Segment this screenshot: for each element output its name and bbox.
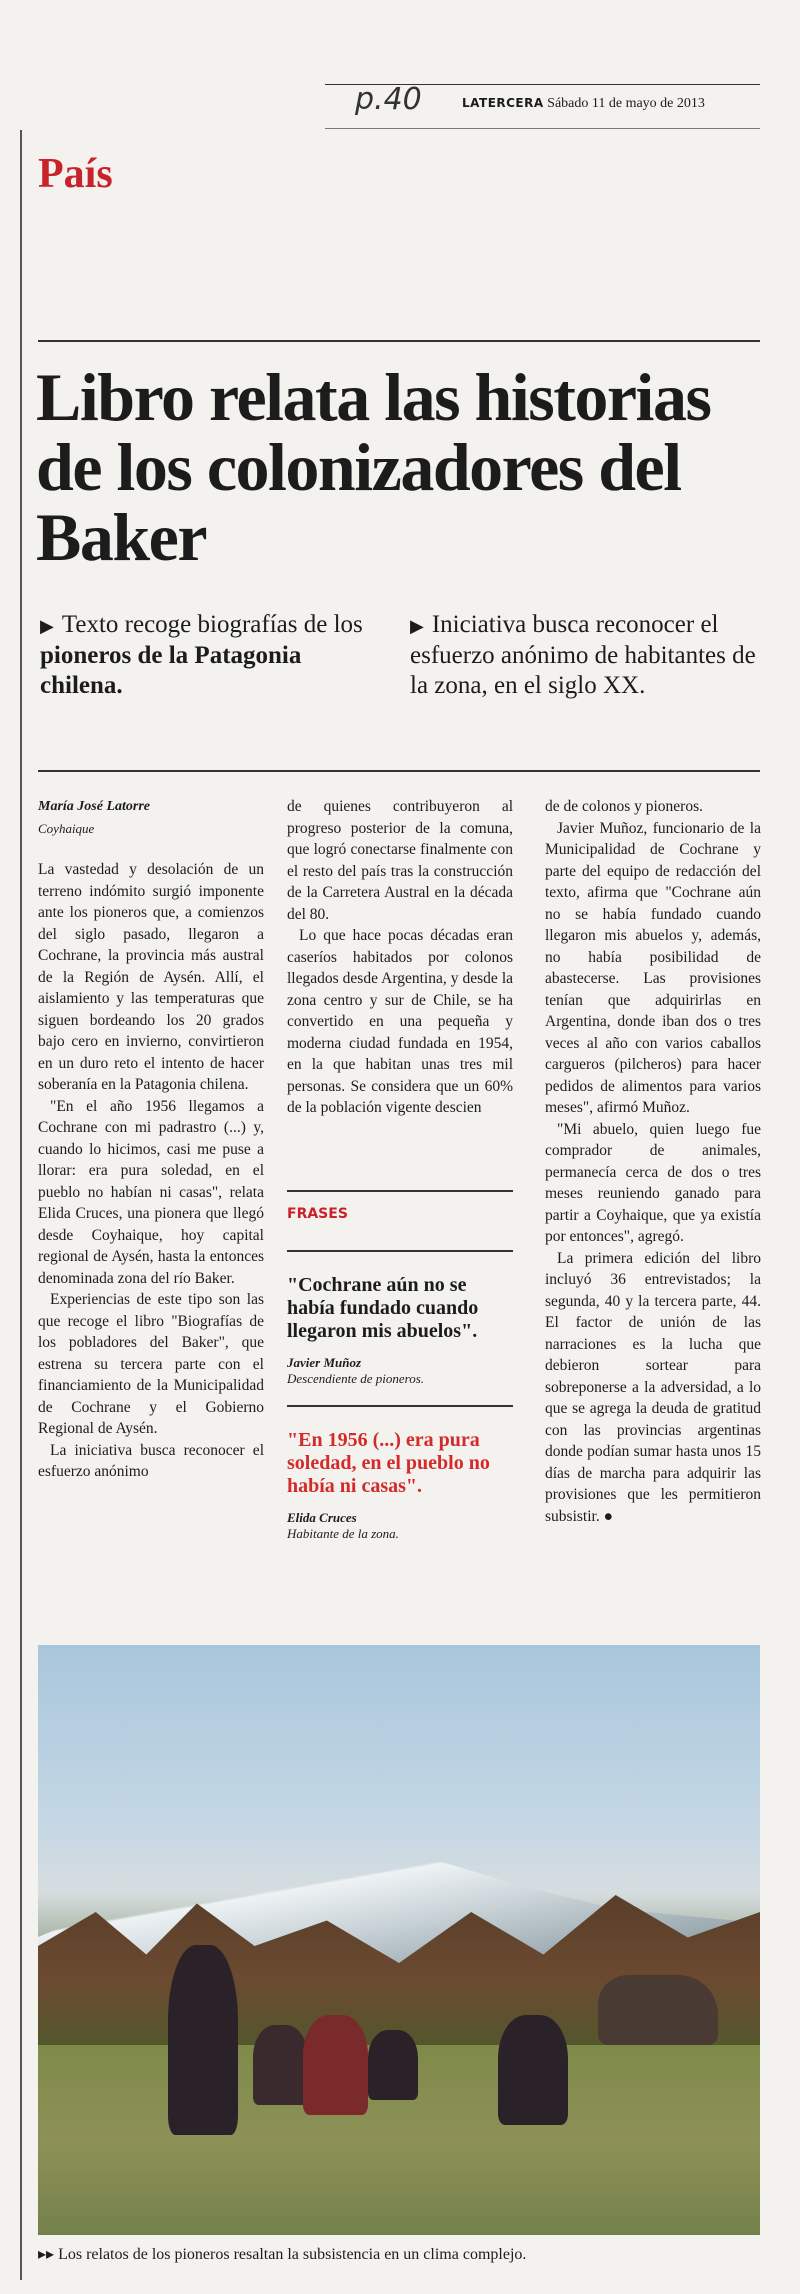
section-label: País (38, 151, 113, 197)
deck-bold-text: pioneros de la Patagonia chilena. (40, 642, 302, 699)
divider (38, 770, 760, 772)
paragraph: Experiencias de este tipo son las que recoge el libro "Biografías de los pobladores del Baker", que estrena su tercera parte con el financiamiento de la Municipalidad de Cochrane y el Gobierno Regional de Aysén. (38, 1291, 264, 1437)
photo-person-seated (368, 2030, 418, 2100)
paragraph: La iniciativa busca reconocer el esfuerzo anónimo (38, 1441, 264, 1480)
body-column-2 (287, 796, 513, 1119)
photo-caption: ▸▸ Los relatos de los pioneros resaltan la subsistencia en un clima complejo. (38, 2246, 527, 2263)
article-photo (38, 1645, 760, 2235)
pull-quote: "En 1956 (...) era pura soledad, en el pueblo no había ni casas". (287, 1429, 490, 1497)
newspaper-name: LATERCERA (462, 96, 544, 110)
divider (38, 340, 760, 342)
deck-text: Texto recoge biografías de los (61, 611, 363, 638)
photo-person-seated (253, 2025, 308, 2105)
photo-person-seated (303, 2015, 368, 2115)
deck-item (40, 610, 370, 701)
quotes-label: FRASES (287, 1206, 348, 1222)
body-column-3 (545, 796, 761, 1527)
paragraph: de de colonos y pioneros. (545, 798, 703, 815)
masthead (462, 96, 705, 112)
deck-item (410, 610, 770, 701)
quote-author-role: Descendiente de pioneros. (287, 1371, 425, 1386)
photo-horse (598, 1975, 718, 2045)
divider (287, 1405, 513, 1407)
divider (287, 1190, 513, 1192)
issue-date: Sábado 11 de mayo de 2013 (547, 96, 705, 111)
deck-text: Iniciativa busca reconocer el esfuerzo anónimo de habitantes de la zona, en el siglo XX. (410, 611, 756, 699)
quote-author: Elida Cruces (287, 1510, 357, 1525)
photo-person-seated (498, 2015, 568, 2125)
paragraph: "Mi abuelo, quien luego fue comprador de animales, permanecía cerca de dos o tres meses reuniendo ganado para partir a Coyhaique, que ya existía por entonces", agregó. (545, 1120, 761, 1245)
headline: Libro relata las historias de los colonizadores del Baker (36, 359, 711, 575)
photo-person-standing (168, 1945, 238, 2135)
paragraph: Javier Muñoz, funcionario de la Municipalidad de Cochrane y parte del equipo de redacción del texto, afirma que "Cochrane aún no se había fundado cuando llegaron mis abuelos y, además, no había posibilidad de abastecerse. Las provisiones tenían que adquirirlas en Argentina, donde iban dos o tres veces al año con varios caballos cargueros (pilcheros) para hacer pedidos de alimentos para varios meses", afirmó Muñoz. (545, 819, 761, 1116)
quote-author-role: Habitante de la zona. (287, 1526, 399, 1541)
page-margin-rule (20, 130, 22, 2280)
quote-author: Javier Muñoz (287, 1355, 362, 1370)
byline-location: Coyhaique (38, 820, 95, 836)
paragraph: Lo que hace pocas décadas eran caseríos habitados por colonos llegados desde Argentina, y desde la zona centro y sur de Chile, se ha convertido en una pequeña y moderna ciudad fundada en 1954, en la que habitan unas tres mil personas. Se considera que un 60% de la población vigente descien (287, 927, 513, 1116)
pull-quote: "Cochrane aún no se había fundado cuando llegaron mis abuelos". (287, 1274, 479, 1342)
byline-author: María José Latorre (38, 799, 150, 814)
paragraph: La vastedad y desolación de un terreno indómito surgió imponente ante los pioneros que, a comienzos del siglo pasado, llegaron a Cochrane, la provincia más austral de la Región de Aysén. Allí, el aislamiento y las temperaturas que siguen bordeando los 20 grados bajo cero en invierno, convirtieron en un duro reto el intento de hacer soberanía en la Patagonia chilena. (38, 861, 264, 1093)
paragraph: de quienes contribuyeron al progreso posterior de la comuna, que logró conectarse finalmente con el resto del país tras la construcción de la Carretera Austral en la década del 80. (287, 798, 513, 923)
triangle-bullet-icon: ▶ (410, 616, 424, 636)
quotes-box (287, 1190, 513, 1560)
body-column-1 (38, 796, 264, 1483)
divider (287, 1250, 513, 1252)
paragraph: "En el año 1956 llegamos a Cochrane con mi padrastro (...) y, cuando lo hicimos, casi me puse a llorar: era pura soledad, en el pueblo no habían ni casas", relata Elida Cruces, una pionera que llegó desde Coyhaique, hoy capital regional de Aysén, hasta la entonces denominada zona del río Baker. (38, 1097, 264, 1287)
handwritten-page-note: p.40 (355, 82, 422, 117)
triangle-bullet-icon: ▶ (40, 616, 54, 636)
header-rule-bottom (325, 128, 760, 129)
paragraph: La primera edición del libro incluyó 36 entrevistados; la segunda, 40 y la tercera parte, 44. El factor de unión de las narraciones es la lucha que debieron sortear para sobreponerse a la adversidad, a lo que se agrega la deuda de gratitud con las provincias argentinas donde podían sumar hasta unos 15 días de marcha para adquirir las provisiones que les permitieron subsistir. ● (545, 1249, 761, 1525)
